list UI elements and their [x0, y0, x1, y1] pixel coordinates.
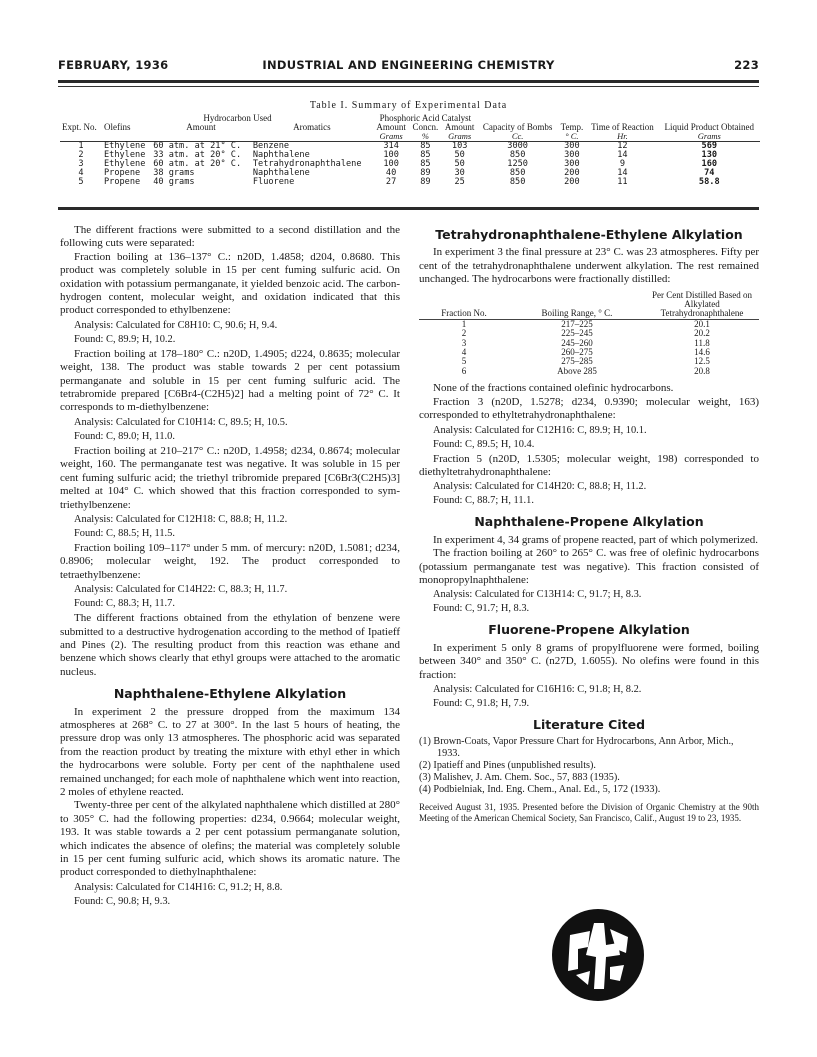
range-col: Boiling Range, ° C.: [509, 291, 645, 320]
cell-cap: 850: [509, 168, 526, 178]
cell-aromatic: Benzene: [252, 141, 290, 151]
fraction-cell-r: 225–245: [561, 328, 593, 339]
cell-no: 1: [78, 141, 84, 151]
reference-item: (4) Podbielniak, Ind. Eng. Chem., Anal. Ed., 5, 172 (1933).: [419, 784, 661, 796]
paragraph: Fraction boiling 109–117° under 5 mm. of mercury: n20D, 1.5081; d234, 0.8906; molecular weight, 192. The product corresponded to tetraethylbenzene:: [60, 541, 400, 581]
cell-amount: 60 atm. at 21° C.: [153, 141, 242, 151]
cell-cap: 1250: [507, 159, 528, 169]
fraction-table: [419, 291, 759, 377]
col-temp: Temp.: [560, 122, 584, 132]
paragraph: In experiment 3 the final pressure at 23° C. was 23 atmospheres. Fifty per cent of the tetrahydronaphthalene underwent alkylation. The rest remained unchanged. The hydrocarbons were fractionally distilled:: [419, 246, 759, 286]
section-heading: Tetrahydronaphthalene-Ethylene Alkylation: [435, 227, 743, 242]
col-phosphoric: Phosphoric Acid Catalyst: [379, 113, 472, 123]
col-capacity: Capacity of Bombs: [482, 122, 553, 132]
cell-time: 12: [617, 141, 628, 151]
paragraph: None of the fractions contained olefinic hydrocarbons.: [433, 382, 674, 395]
acs-emblem-icon: [548, 905, 648, 1005]
analysis: Analysis: Calculated for C14H16: C, 91.2; H, 8.8.: [74, 881, 283, 893]
cell-conc: 89: [420, 168, 431, 178]
left-column: [60, 224, 400, 910]
cell-conc: 85: [420, 159, 431, 169]
header-rule: [58, 80, 759, 83]
section-heading: Fluorene-Propene Alkylation: [488, 622, 690, 638]
col-aromatics: Aromatics: [293, 122, 331, 132]
paragraph: The different fractions were submitted to a second distillation and the following cuts were separated:: [60, 224, 400, 250]
received-note: Received August 31, 1935. Presented before the Division of Organic Chemistry at the 90th Meeting of the American Chemical Society, San Francisco, Calif., August 19 to 23, 1935.: [419, 802, 759, 824]
analysis-found: Found: C, 90.8; H, 9.3.: [74, 895, 171, 907]
cell-temp: 200: [564, 168, 580, 178]
cell-amt: 100: [383, 150, 399, 160]
fraction-cell-n: 3: [461, 337, 467, 348]
fraction-row: [419, 367, 759, 376]
fraction-cell-n: 4: [461, 347, 467, 358]
cell-cap: 850: [509, 177, 526, 187]
cell-olefin: Ethylene: [103, 141, 146, 151]
references-list: [419, 736, 759, 796]
paragraph: In experiment 4, 34 grams of propene reacted, part of which polymerized.: [433, 533, 758, 546]
cell-olefin: Ethylene: [103, 150, 146, 160]
header-date: FEBRUARY, 1936: [58, 58, 169, 72]
section-heading: Literature Cited: [532, 716, 646, 732]
fraction-cell-p: 12.5: [694, 356, 710, 367]
col-hydrocarbon: Hydrocarbon Used: [203, 113, 272, 123]
analysis: Analysis: Calculated for C8H10: C, 90.6; H, 9.4.: [74, 319, 278, 331]
unit-deg: ° C.: [557, 132, 586, 142]
cell-amt: 27: [385, 177, 397, 187]
cell-aromatic: Fluorene: [252, 177, 295, 187]
header-rule-thin: [58, 86, 759, 87]
cell-cat: 50: [454, 150, 465, 160]
journal-title: INDUSTRIAL AND ENGINEERING CHEMISTRY: [262, 58, 555, 72]
cell-cap: 850: [509, 150, 526, 160]
cell-no: 3: [78, 159, 84, 169]
analysis-found: Found: C, 91.7; H, 8.3.: [433, 603, 530, 615]
analysis: Analysis: Calculated for C10H14: C, 89.5; H, 10.5.: [74, 416, 288, 428]
cell-time: 14: [617, 168, 628, 178]
cell-aromatic: Tetrahydronaphthalene: [252, 159, 362, 169]
page-number: 223: [734, 58, 759, 72]
cell-no: 2: [78, 150, 84, 160]
cell-conc: 89: [420, 177, 431, 187]
cell-time: 14: [617, 150, 628, 160]
fraction-cell-n: 1: [461, 318, 467, 329]
section-heading: Naphthalene-Ethylene Alkylation: [113, 686, 347, 702]
col-olefins: Olefins: [103, 122, 131, 132]
cell-conc: 85: [420, 141, 431, 151]
fraction-cell-r: 245–260: [561, 337, 593, 348]
unit-grams: Grams: [659, 132, 760, 142]
cell-temp: 300: [564, 159, 580, 169]
unit-grams: Grams: [442, 132, 478, 142]
section-heading: Naphthalene-Propene Alkylation: [474, 514, 704, 530]
reference-item: (2) Ipatieff and Pines (unpublished results).: [419, 760, 596, 772]
unit-percent: %: [409, 132, 441, 142]
cell-temp: 200: [564, 177, 580, 187]
unit-grams: Grams: [373, 132, 409, 142]
analysis-found: Found: C, 88.5; H, 11.5.: [74, 527, 175, 539]
reference-item: (3) Malishev, J. Am. Chem. Soc., 57, 883 (1935).: [419, 772, 620, 784]
cell-prod: 160: [701, 159, 718, 169]
experimental-data-table: [60, 114, 760, 187]
paragraph: The different fractions obtained from the ethylation of benzene were submitted to a destructive hydrogenation according to the method of Ipatieff and Pines (2). The resulting product from this reaction was ethane and benzene which shows clearly that ethyl groups were attached to the aromatic nucleus.: [60, 612, 400, 678]
fraction-cell-n: 6: [461, 365, 467, 376]
cell-time: 11: [617, 177, 628, 187]
cell-olefin: Ethylene: [103, 159, 146, 169]
analysis-found: Found: C, 88.3; H, 11.7.: [74, 598, 175, 610]
paragraph: Fraction 3 (n20D, 1.5278; d234, 0.9390; molecular weight, 163) corresponded to ethyltetrahydronaphthalene:: [419, 395, 759, 422]
fraction-cell-n: 5: [461, 356, 467, 367]
table-caption: Table I. Summary of Experimental Data: [309, 100, 508, 111]
fraction-cell-r: Above 285: [557, 365, 597, 376]
cell-amt: 40: [385, 168, 397, 178]
analysis: Analysis: Calculated for C14H22: C, 88.3; H, 11.7.: [74, 584, 288, 596]
cell-amount: 33 atm. at 20° C.: [153, 150, 242, 160]
analysis-found: Found: C, 89.5; H, 10.4.: [433, 438, 535, 450]
col-time: Time of Reaction: [591, 122, 654, 132]
analysis: Analysis: Calculated for C12H18: C, 88.8; H, 11.2.: [74, 513, 288, 525]
paragraph: Fraction boiling at 136–137° C.: n20D, 1.4858; d204, 0.8680. This product was completely soluble in 15 per cent fuming sulfuric acid. On oxidation with potassium permanganate, it yielded benzoic acid. The carbon-hydrogen content, molecular weight, and oxidation indicated that this product corresponded to ethylbenzene:: [60, 250, 400, 317]
paragraph: The fraction boiling at 260° to 265° C. was free of olefinic hydrocarbons (potassium permanganate test was negative). This fraction consisted of monopropylnaphthalene:: [419, 547, 759, 586]
cell-prod: 74: [704, 168, 715, 178]
cell-prod: 569: [701, 141, 718, 151]
cell-cat: 30: [454, 168, 465, 178]
col-expt: Expt. No.: [62, 122, 97, 132]
paragraph: In experiment 2 the pressure dropped from the maximum 134 atmospheres at 268° C. to 27 at 300°. In the last 5 hours of heating, the pressure drop was only 13 atmospheres. The phosphoric acid was separated from the reaction product by treating the mixture with ethyl ether in which the hydrocarbons were soluble. Forty per cent of the naphthalene used remained unchanged; for each mole of naphthalene which went into reaction, 2 moles of ethylene reacted.: [60, 705, 400, 798]
paragraph: Fraction boiling at 210–217° C.: n20D, 1.4958; d234, 0.8674; molecular weight, 160. The permanganate test was negative. It was soluble in 15 per cent fuming sulfuric acid; the triethyl tribromide prepared [C6Br3(C2H5)3] melted at 104° C. which showed that this fraction corresponded to sym-triethylbenzene:: [60, 444, 400, 511]
cell-no: 5: [78, 177, 84, 187]
cell-amt: 100: [383, 159, 399, 169]
analysis-found: Found: C, 89.0; H, 11.0.: [74, 430, 175, 442]
right-column: [419, 224, 759, 824]
unit-hr: Hr.: [586, 132, 658, 142]
cell-amt: 314: [383, 141, 399, 151]
col-liquid: Liquid Product Obtained: [664, 122, 755, 132]
cell-olefin: Propene: [103, 177, 141, 187]
col-amount3: Amount: [444, 122, 475, 132]
cell-amount: 40 grams: [153, 177, 195, 187]
analysis-found: Found: C, 91.8; H, 7.9.: [433, 697, 530, 709]
cell-aromatic: Naphthalene: [252, 150, 310, 160]
fraction-cell-p: 20.8: [694, 365, 710, 376]
fraction-cell-r: 217–225: [561, 318, 593, 329]
running-header: [58, 58, 759, 78]
fraction-cell-n: 2: [461, 328, 467, 339]
percent-col: Per Cent Distilled Based on Alkylated Tetrahydronaphthalene: [645, 291, 759, 320]
analysis: Analysis: Calculated for C14H20: C, 88.8; H, 11.2.: [433, 481, 647, 493]
cell-no: 4: [78, 168, 84, 178]
fraction-cell-p: 20.1: [694, 318, 710, 329]
fraction-cell-p: 20.2: [694, 328, 710, 339]
col-amount: Amount: [186, 122, 216, 132]
unit-cc: Cc.: [478, 132, 558, 142]
analysis: Analysis: Calculated for C12H16: C, 89.9; H, 10.1.: [433, 424, 647, 436]
table-bottom-rule: [58, 207, 759, 210]
analysis: Analysis: Calculated for C13H14: C, 91.7; H, 8.3.: [433, 589, 642, 601]
paragraph: Fraction 5 (n20D, 1.5305; molecular weight, 198) corresponded to diethyltetrahydronaphthalene:: [419, 452, 759, 478]
cell-amount: 38 grams: [153, 168, 195, 178]
cell-temp: 300: [564, 141, 580, 151]
paragraph: In experiment 5 only 8 grams of propylfluorene were formed, boiling between 340° and 350° C. (n27D, 1.6055). No olefins were found in this fraction:: [419, 641, 759, 681]
reference-item: (1) Brown-Coats, Vapor Pressure Chart for Hydrocarbons, Ann Arbor, Mich., 1933.: [419, 736, 734, 760]
cell-olefin: Propene: [103, 168, 141, 178]
table-row: [60, 178, 760, 187]
cell-prod: 130: [701, 150, 718, 160]
cell-cat: 103: [451, 141, 468, 151]
cell-cat: 50: [454, 159, 465, 169]
fraction-cell-p: 11.8: [694, 337, 710, 348]
col-concn: Concn.: [412, 122, 439, 132]
col-amount2: Amount: [376, 122, 406, 132]
cell-temp: 300: [564, 150, 580, 160]
cell-time: 9: [619, 159, 626, 169]
paragraph: Fraction boiling at 178–180° C.: n20D, 1.4905; d224, 0.8635; molecular weight, 138. The product was stable towards 2 per cent potassium permanganate and soluble in 15 per cent fuming sulfuric acid. The tetrabromide prepared [C6Br4-(C2H5)2] had a melting point of 72° C. It corresponds to m-diethylbenzene:: [60, 347, 400, 414]
fraction-col: Fraction No.: [419, 291, 509, 320]
cell-prod: 58.8: [698, 177, 720, 187]
cell-conc: 85: [420, 150, 431, 160]
cell-amount: 60 atm. at 20° C.: [153, 159, 242, 169]
paragraph: Twenty-three per cent of the alkylated naphthalene which distilled at 280° to 305° C. had the following properties: d234, 0.9664; molecular weight, 193. It was stable towards a 2 per cent potassium permanganate solution, which indicates the absence of olefins; the material was completely soluble in 15 per cent fuming sulfuric acid, which shows its aromatic nature. The product corresponded to diethylnaphthalene:: [60, 799, 400, 879]
fraction-cell-p: 14.6: [694, 347, 710, 358]
cell-cap: 3000: [507, 141, 528, 151]
analysis-found: Found: C, 88.7; H, 11.1.: [433, 495, 534, 507]
fraction-cell-r: 275–285: [561, 356, 593, 367]
analysis-found: Found: C, 89.9; H, 10.2.: [74, 333, 176, 345]
cell-cat: 25: [454, 177, 465, 187]
fraction-cell-r: 260–275: [561, 347, 593, 358]
cell-aromatic: Naphthalene: [252, 168, 310, 178]
analysis: Analysis: Calculated for C16H16: C, 91.8; H, 8.2.: [433, 683, 642, 695]
